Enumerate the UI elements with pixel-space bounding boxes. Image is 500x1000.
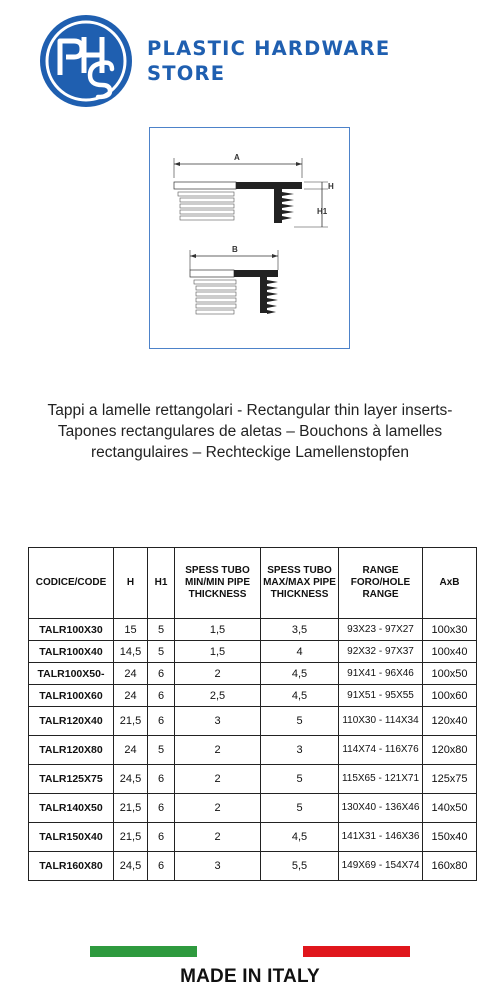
- label-a: A: [234, 153, 240, 162]
- table-cell: 2,5: [175, 685, 261, 707]
- table-cell: TALR120X40: [29, 707, 114, 736]
- table-cell: 5: [261, 794, 339, 823]
- table-cell: 110X30 - 114X34: [339, 707, 423, 736]
- table-cell: 115X65 - 121X71: [339, 765, 423, 794]
- table-cell: 4,5: [261, 663, 339, 685]
- brand-line-2: STORE: [147, 62, 226, 85]
- label-b: B: [232, 245, 238, 254]
- table-cell: TALR160X80: [29, 852, 114, 881]
- header-axb: AxB: [423, 548, 477, 619]
- header-min-thickness: SPESS TUBO MIN/MIN PIPE THICKNESS: [175, 548, 261, 619]
- table-cell: 150x40: [423, 823, 477, 852]
- table-cell: 120x80: [423, 736, 477, 765]
- table-cell: 6: [148, 765, 175, 794]
- table-cell: TALR100X40: [29, 641, 114, 663]
- table-cell: 91X51 - 95X55: [339, 685, 423, 707]
- table-cell: 149X69 - 154X74: [339, 852, 423, 881]
- table-cell: 15: [114, 619, 148, 641]
- table-cell: 2: [175, 663, 261, 685]
- table-cell: 3: [175, 852, 261, 881]
- table-cell: 160x80: [423, 852, 477, 881]
- table-cell: TALR100X50-: [29, 663, 114, 685]
- table-row: [29, 765, 477, 794]
- label-h1: H1: [317, 207, 328, 216]
- table-cell: 3: [261, 736, 339, 765]
- table-cell: 5,5: [261, 852, 339, 881]
- table-cell: 6: [148, 852, 175, 881]
- table-cell: 24: [114, 736, 148, 765]
- table-cell: 24,5: [114, 765, 148, 794]
- spec-table: [28, 547, 477, 881]
- table-cell: 92X32 - 97X37: [339, 641, 423, 663]
- table-cell: 4: [261, 641, 339, 663]
- table-row: [29, 794, 477, 823]
- table-row: [29, 619, 477, 641]
- table-cell: 3: [175, 707, 261, 736]
- header-code: CODICE/CODE: [29, 548, 114, 619]
- header-h1: H1: [148, 548, 175, 619]
- table-cell: 114X74 - 116X76: [339, 736, 423, 765]
- table-cell: 2: [175, 794, 261, 823]
- table-cell: 21,5: [114, 794, 148, 823]
- flag-red: [303, 946, 410, 957]
- italian-flag: [90, 946, 410, 957]
- table-cell: TALR100X60: [29, 685, 114, 707]
- description-line-1: Tappi a lamelle rettangolari - Rectangular thin layer inserts-: [47, 402, 453, 419]
- table-cell: 141X31 - 146X36: [339, 823, 423, 852]
- table-cell: 14,5: [114, 641, 148, 663]
- table-cell: 24,5: [114, 852, 148, 881]
- table-cell: 120x40: [423, 707, 477, 736]
- table-cell: 21,5: [114, 823, 148, 852]
- table-cell: 1,5: [175, 619, 261, 641]
- table-cell: 1,5: [175, 641, 261, 663]
- table-cell: 6: [148, 663, 175, 685]
- table-row: [29, 663, 477, 685]
- flag-white: [197, 946, 304, 957]
- table-cell: 5: [261, 707, 339, 736]
- header-max-thickness: SPESS TUBO MAX/MAX PIPE THICKNESS: [261, 548, 339, 619]
- technical-drawing-svg: [150, 128, 349, 348]
- table-cell: 2: [175, 823, 261, 852]
- table-cell: 5: [148, 619, 175, 641]
- phs-logo: [38, 13, 134, 109]
- table-body: [29, 619, 477, 881]
- table-cell: 91X41 - 96X46: [339, 663, 423, 685]
- table-cell: TALR125X75: [29, 765, 114, 794]
- table-cell: 3,5: [261, 619, 339, 641]
- header-hole-range: RANGE FORO/HOLE RANGE: [339, 548, 423, 619]
- table-cell: TALR140X50: [29, 794, 114, 823]
- table-cell: 6: [148, 685, 175, 707]
- description-line-2: Tapones rectangulares de aletas – Bouchons à lamelles: [57, 423, 443, 440]
- brand-line-1: PLASTIC HARDWARE: [147, 37, 391, 60]
- table-header-row: [29, 548, 477, 619]
- table-cell: 21,5: [114, 707, 148, 736]
- table-cell: 93X23 - 97X27: [339, 619, 423, 641]
- table-cell: 6: [148, 707, 175, 736]
- table-cell: TALR150X40: [29, 823, 114, 852]
- table-cell: 5: [148, 736, 175, 765]
- table-cell: 125x75: [423, 765, 477, 794]
- table-cell: TALR120X80: [29, 736, 114, 765]
- table-cell: 100x50: [423, 663, 477, 685]
- header: [0, 0, 500, 115]
- table-cell: 100x40: [423, 641, 477, 663]
- table-row: [29, 641, 477, 663]
- description-line-3: rectangulaires – Rechteckige Lamellenstopfen: [91, 444, 409, 461]
- table-cell: 130X40 - 136X46: [339, 794, 423, 823]
- table-cell: 5: [261, 765, 339, 794]
- table-cell: 2: [175, 736, 261, 765]
- brand-name: [147, 36, 390, 86]
- header-h: H: [114, 548, 148, 619]
- made-in-italy: MADE IN ITALY: [180, 966, 320, 987]
- table-cell: 24: [114, 685, 148, 707]
- table-cell: 5: [148, 641, 175, 663]
- table-cell: 6: [148, 823, 175, 852]
- label-h: H: [328, 182, 334, 191]
- table-cell: 100x60: [423, 685, 477, 707]
- table-cell: 4,5: [261, 685, 339, 707]
- table-row: [29, 707, 477, 736]
- table-row: [29, 852, 477, 881]
- table-cell: 4,5: [261, 823, 339, 852]
- technical-drawing: [149, 127, 350, 349]
- table-cell: TALR100X30: [29, 619, 114, 641]
- table-cell: 140x50: [423, 794, 477, 823]
- table-row: [29, 823, 477, 852]
- table-cell: 100x30: [423, 619, 477, 641]
- table-row: [29, 685, 477, 707]
- table-cell: 24: [114, 663, 148, 685]
- flag-green: [90, 946, 197, 957]
- table-cell: 2: [175, 765, 261, 794]
- table-cell: 6: [148, 794, 175, 823]
- product-description: [20, 400, 480, 463]
- table-row: [29, 736, 477, 765]
